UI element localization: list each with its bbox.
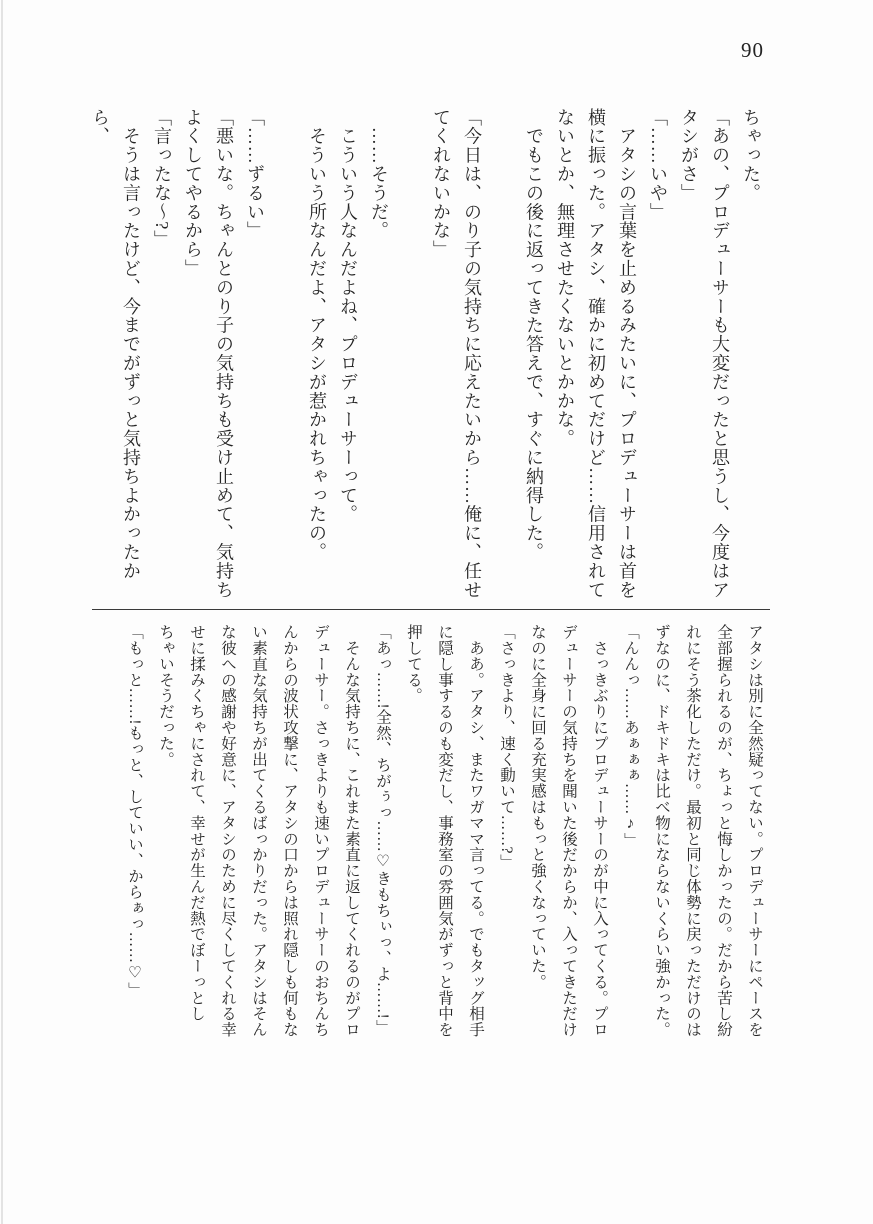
text-line: こういう人なんだよね、プロデューサーって。 <box>338 108 358 524</box>
text-line: 「言ったな〜?」 <box>152 108 172 250</box>
text-line: ないとか、無理させたくないとかかな。 <box>555 108 575 449</box>
text-line: さっきぶりにプロデューサーのが中に入ってくる。プロ <box>591 624 608 1038</box>
text-line: れにそう茶化しただけ。最初と同じ体勢に戻っただけのは <box>684 624 701 1038</box>
text-line: い素直な気持ちが出てくるばっかりだった。アタシはそん <box>250 624 267 1038</box>
bottom-text-block <box>119 624 770 1038</box>
scan-edge-artifact <box>1 0 3 1224</box>
text-line: ……そうだ。 <box>369 108 389 241</box>
text-line: 「あっ……!全然、ちがぅっ……♡きもちぃっ、よ……!」 <box>374 624 391 1036</box>
page-number: 90 <box>741 38 764 62</box>
blank-line <box>270 108 301 600</box>
text-line: 「……ずるい」 <box>245 108 265 241</box>
section-divider <box>92 609 770 610</box>
text-line: タシがさ」 <box>679 108 699 203</box>
text-line: 「……いや」 <box>648 108 668 222</box>
text-line: よくしてやるから」 <box>183 108 203 279</box>
text-line: アタシの言葉を止めるみたいに、プロデューサーは首を <box>617 108 637 600</box>
text-line: んからの波状攻撃に、アタシの口からは照れ隠しも何もな <box>281 624 298 1038</box>
text-line: 横に振った。アタシ、確かに初めてだけど……信用されて <box>586 108 606 600</box>
text-line: デューサーの気持ちを聞いた後だからか、入ってきただけ <box>560 624 577 1038</box>
text-line: な彼への感謝や好意に、アタシのために尽くしてくれる幸 <box>219 624 236 1038</box>
text-line: ちゃった。 <box>741 108 761 203</box>
top-text-block <box>84 108 766 600</box>
text-line: そうは言ったけど、今までがずっと気持ちよかったから、 <box>90 108 141 581</box>
blank-line <box>394 108 425 600</box>
text-line: なのに全身に回る充実感はもっと強くなっていた。 <box>529 624 546 990</box>
text-line: 「あの、プロデューサーも大変だったと思うし、今度はア <box>710 108 730 600</box>
text-line: 「悪いな。ちゃんとのり子の気持ちも受け止めて、気持ち <box>214 108 234 600</box>
text-line: そういう所なんだよ、アタシが惹かれちゃったの。 <box>307 108 327 562</box>
text-line: 「んんっ……あぁぁぁ……♪」 <box>622 624 639 849</box>
text-line: アタシは別に全然疑ってない。プロデューサーにペースを <box>746 624 763 1038</box>
text-line: そんな気持ちに、これまた素直に返してくれるのがプロ <box>343 624 360 1038</box>
text-line: デューサー。さっきよりも速いプロデューサーのおちんち <box>312 624 329 1038</box>
text-line: 「今日は、のり子の気持ちに応えたいから……俺に、任せ <box>462 108 482 600</box>
text-line: てくれないかな」 <box>431 108 451 260</box>
text-line: でもこの後に返ってきた答えで、すぐに納得した。 <box>524 108 544 562</box>
text-line: ちゃいそうだった。 <box>157 624 174 768</box>
text-line: に隠し事するのも変だし、事務室の雰囲気がずっと背中を <box>436 624 453 1038</box>
text-line: せに揉みくちゃにされて、幸せが生んだ熱でぼーっとし <box>188 624 205 1022</box>
text-line: ずなのに、ドキドキは比べ物にならないくらい強かった。 <box>653 624 670 1038</box>
text-line: 全部握られるのが、ちょっと悔しかったの。だから苦し紛 <box>715 624 732 1038</box>
blank-line <box>487 108 518 600</box>
text-line: 押してる。 <box>405 624 422 704</box>
text-line: 「さっきより、速く動いて……?」 <box>498 624 515 870</box>
text-line: 「もっと……!もっと、していい、からぁっ……♡」 <box>126 624 143 998</box>
text-line: ああ。アタシ、またワガママ言ってる。でもタッグ相手 <box>467 624 484 1038</box>
